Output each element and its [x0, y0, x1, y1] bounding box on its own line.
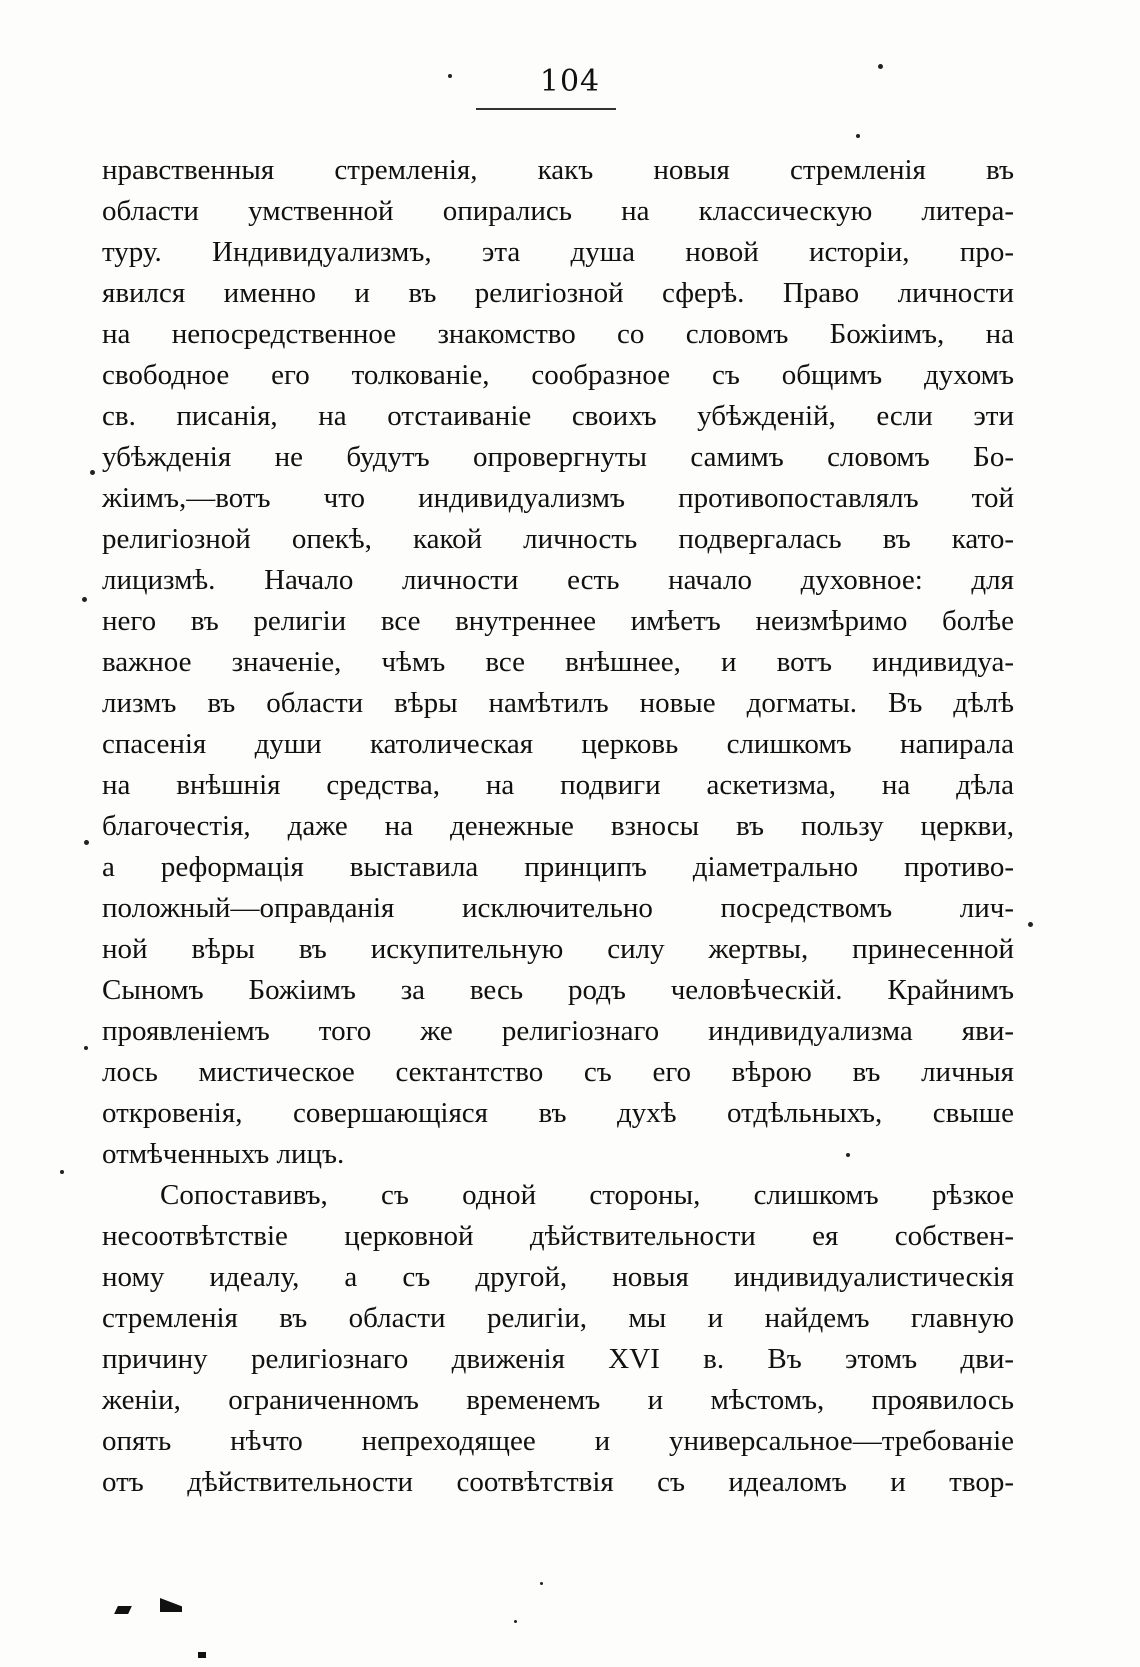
text-line: лизмъ въ области вѣры намѣтилъ новые догматы. Въ дѣлѣ	[102, 687, 1014, 719]
ink-mark	[160, 1598, 182, 1612]
text-line: него въ религіи все внутреннее имѣетъ неизмѣримо болѣе	[102, 605, 1014, 637]
text-line: откровенія, совершающіяся въ духѣ отдѣльныхъ, свыше	[102, 1097, 1014, 1129]
text-line: св. писанія, на отстаиваніе своихъ убѣжденій, если эти	[102, 400, 1014, 432]
ink-mark	[114, 1606, 132, 1614]
text-line: причину религіознаго движенія XVI в. Въ этомъ дви-	[102, 1343, 1014, 1375]
text-line: Сыномъ Божіимъ за весь родъ человѣческій. Крайнимъ	[102, 974, 1014, 1006]
text-line: несоотвѣтствіе церковной дѣйствительности ея собствен-	[102, 1220, 1014, 1252]
ink-speck	[878, 64, 883, 69]
text-line: религіозной опекѣ, какой личность подвергалась въ като-	[102, 523, 1014, 555]
ink-speck	[448, 74, 452, 78]
text-line: положный—оправданія исключительно посредствомъ лич-	[102, 892, 1014, 924]
text-line: женіи, ограниченномъ временемъ и мѣстомъ, проявилось	[102, 1384, 1014, 1416]
body-text	[102, 150, 1014, 1503]
ink-speck	[90, 470, 95, 475]
text-line: а реформація выставила принципъ діаметрально противо-	[102, 851, 1014, 883]
text-line: опять нѣчто непреходящее и универсальное—требованіе	[102, 1425, 1014, 1457]
ink-speck	[82, 597, 87, 602]
text-line: области умственной опирались на классическую литера-	[102, 195, 1014, 227]
text-line: Сопоставивъ, съ одной стороны, слишкомъ рѣзкое	[160, 1179, 1014, 1211]
text-line: лицизмѣ. Начало личности есть начало духовное: для	[102, 564, 1014, 596]
ink-speck	[84, 840, 89, 845]
text-line: спасенія души католическая церковь слишкомъ напирала	[102, 728, 1014, 760]
text-line: важное значеніе, чѣмъ все внѣшнее, и вотъ индивидуа-	[102, 646, 1014, 678]
ink-speck	[540, 1582, 543, 1585]
ink-speck	[84, 1046, 88, 1050]
text-line: явился именно и въ религіозной сферѣ. Право личности	[102, 277, 1014, 309]
page-number: 104	[539, 64, 601, 99]
text-line: отмѣченныхъ лицъ.	[102, 1138, 345, 1170]
text-line: лось мистическое сектантство съ его вѣрою въ личныя	[102, 1056, 1014, 1088]
text-line: жіимъ,—вотъ что индивидуализмъ противопоставлялъ той	[102, 482, 1014, 514]
text-line: туру. Индивидуализмъ, эта душа новой исторіи, про-	[102, 236, 1014, 268]
text-line: стремленія въ области религіи, мы и найдемъ главную	[102, 1302, 1014, 1334]
text-line: ному идеалу, а съ другой, новыя индивидуалистическія	[102, 1261, 1014, 1293]
paragraph-2	[102, 1175, 1014, 1503]
text-line: на непосредственное знакомство со словомъ Божіимъ, на	[102, 318, 1014, 350]
text-line: благочестія, даже на денежные взносы въ пользу церкви,	[102, 810, 1014, 842]
text-line: нравственныя стремленія, какъ новыя стремленія въ	[102, 154, 1014, 186]
text-line: ной вѣры въ искупительную силу жертвы, принесенной	[102, 933, 1014, 965]
ink-speck	[60, 1170, 64, 1174]
ink-speck	[856, 134, 860, 138]
ink-speck	[1028, 922, 1033, 927]
ink-speck	[846, 1153, 850, 1157]
text-line: убѣжденія не будутъ опровергнуты самимъ словомъ Бо-	[102, 441, 1014, 473]
paragraph-1	[102, 150, 1014, 1175]
ink-speck	[514, 1620, 517, 1623]
text-line: свободное его толкованіе, сообразное съ общимъ духомъ	[102, 359, 1014, 391]
text-line: отъ дѣйствительности соотвѣтствія съ идеаломъ и твор-	[102, 1466, 1014, 1498]
text-line: на внѣшнія средства, на подвиги аскетизма, на дѣла	[102, 769, 1014, 801]
header-rule	[476, 108, 616, 110]
ink-mark	[198, 1652, 206, 1658]
text-line: проявленіемъ того же религіознаго индивидуализма яви-	[102, 1015, 1014, 1047]
